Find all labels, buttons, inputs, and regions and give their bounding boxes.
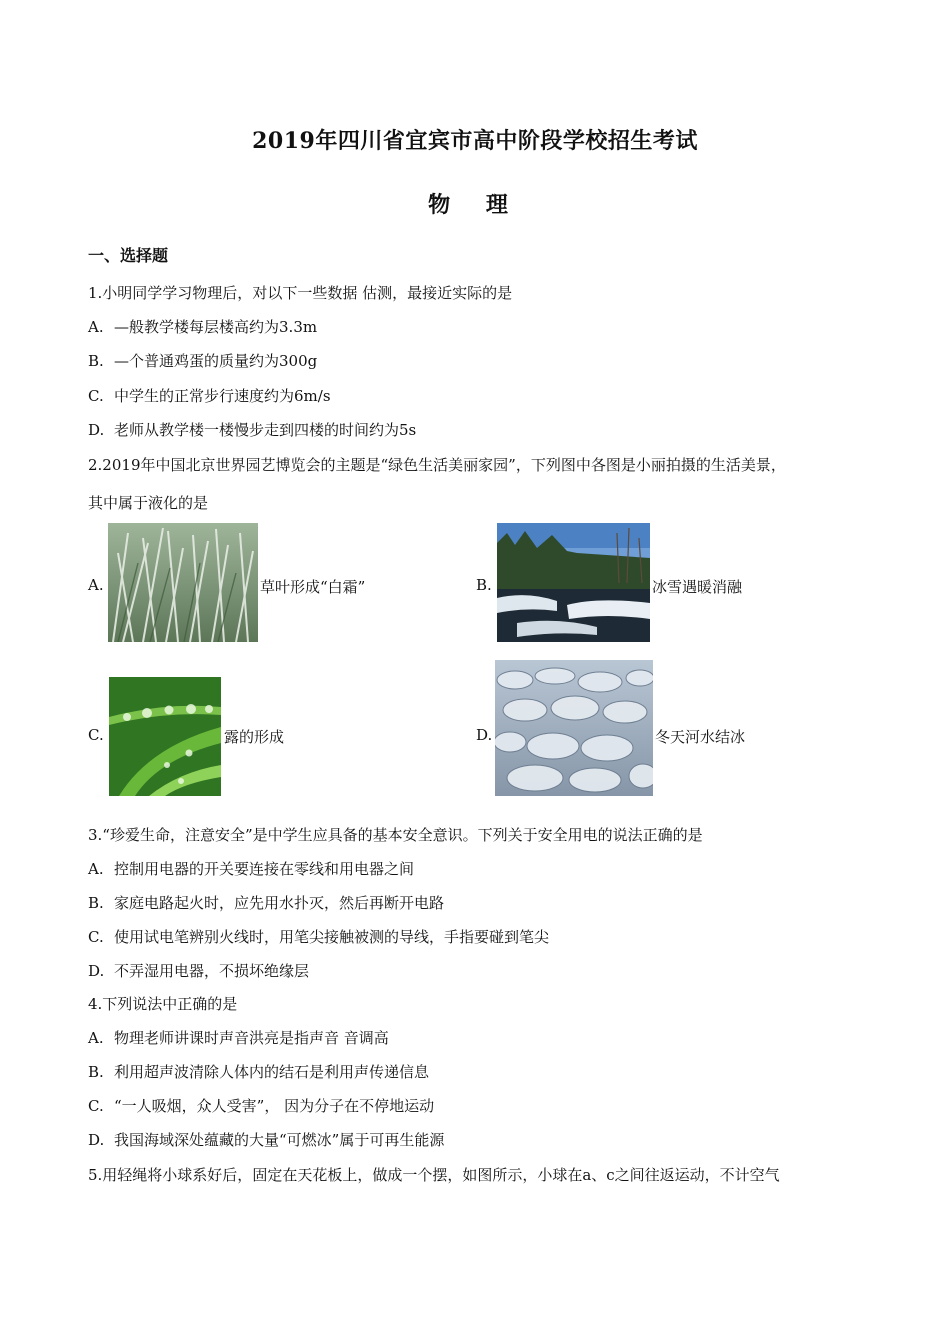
option-letter: B.	[88, 352, 104, 370]
q2-option-a-caption: 草叶形成“白霜”	[260, 578, 366, 596]
q2-option-d-caption: 冬天河水结冰	[655, 728, 746, 746]
q1-option-d	[88, 419, 416, 440]
subject-title: 物 理	[428, 192, 522, 218]
q2-option-a-letter: A.	[88, 576, 104, 594]
option-text: “一人吸烟，众人受害”， 因为分子在不停地运动	[114, 1097, 435, 1115]
option-text: 物理老师讲课时声音洪亮是指声音 音调高	[114, 1029, 389, 1047]
q3-stem: 3.“珍爱生命，注意安全”是中学生应具备的基本安全意识。下列关于安全用电的说法正确的是	[88, 826, 703, 844]
option-text: 我国海域深处蕴藏的大量“可燃冰”属于可再生能源	[114, 1131, 445, 1149]
q3-option-b	[88, 892, 444, 913]
exam-title: 2019年四川省宜宾市高中阶段学校招生考试	[252, 128, 698, 154]
option-text: —般教学楼每层楼高约为3.3m	[114, 318, 318, 336]
q2-option-d-letter: D.	[476, 726, 493, 744]
option-letter: A.	[88, 318, 104, 336]
q3-option-d	[88, 960, 309, 981]
q4-option-a	[88, 1027, 389, 1048]
q1-option-c	[88, 385, 331, 406]
option-text: 使用试电笔辨别火线时，用笔尖接触被测的导线，手指要碰到笔尖	[114, 928, 550, 946]
option-letter: B.	[88, 1063, 104, 1081]
melting-snow-photo	[497, 523, 650, 642]
frost-grass-photo	[108, 523, 258, 642]
q2-stem-line1: 2.2019年中国北京世界园艺博览会的主题是“绿色生活美丽家园”，下列图中各图是小丽拍摄的生活美景，	[88, 456, 786, 474]
q4-stem: 4.下列说法中正确的是	[88, 995, 238, 1013]
q2-option-c-caption: 露的形成	[224, 728, 285, 746]
option-text: 家庭电路起火时，应先用水扑灭，然后再断开电路	[114, 894, 445, 912]
q1-stem: 1.小明同学学习物理后，对以下一些数据 估测，最接近实际的是	[88, 284, 513, 302]
option-text: 控制用电器的开关要连接在零线和用电器之间	[114, 860, 415, 878]
option-letter: D.	[88, 1131, 105, 1149]
option-letter: A.	[88, 1029, 104, 1047]
option-text: 不弄湿用电器，不损坏绝缘层	[114, 962, 310, 980]
option-letter: C.	[88, 1097, 104, 1115]
option-letter: D.	[88, 421, 105, 439]
section-heading: 一、选择题	[88, 246, 169, 265]
q4-option-d	[88, 1129, 444, 1150]
q2-stem-line2: 其中属于液化的是	[88, 494, 209, 512]
q2-option-b-caption: 冰雪遇暖消融	[652, 578, 743, 596]
option-text: —个普通鸡蛋的质量约为300g	[114, 352, 318, 370]
option-letter: B.	[88, 894, 104, 912]
q3-option-a	[88, 858, 414, 879]
frozen-river-photo	[495, 660, 653, 796]
option-letter: D.	[88, 962, 105, 980]
option-text: 老师从教学楼一楼慢步走到四楼的时间约为5s	[114, 421, 417, 439]
q2-option-c-letter: C.	[88, 726, 104, 744]
dew-drops-photo	[109, 677, 221, 796]
q4-option-b	[88, 1061, 429, 1082]
q4-option-c	[88, 1095, 434, 1116]
option-letter: A.	[88, 860, 104, 878]
q3-option-c	[88, 926, 549, 947]
option-text: 中学生的正常步行速度约为6m/s	[114, 387, 331, 405]
q1-option-a	[88, 316, 317, 337]
option-letter: C.	[88, 387, 104, 405]
option-letter: C.	[88, 928, 104, 946]
q5-stem: 5.用轻绳将小球系好后，固定在天花板上，做成一个摆，如图所示，小球在a、c之间往返运动，不计空气	[88, 1166, 780, 1184]
option-text: 利用超声波清除人体内的结石是利用声传递信息	[114, 1063, 430, 1081]
q2-option-b-letter: B.	[476, 576, 492, 594]
q1-option-b	[88, 350, 317, 371]
